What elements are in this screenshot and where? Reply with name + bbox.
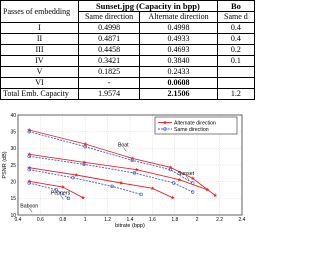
total-same: 1.9574 bbox=[78, 89, 139, 100]
y-tick-label: 35 bbox=[10, 129, 16, 136]
pass-cell: IV bbox=[1, 56, 79, 67]
x-tick-label: 1.6 bbox=[148, 217, 156, 223]
data-point bbox=[177, 178, 181, 182]
series-line-boat-same bbox=[29, 132, 193, 183]
x-tick-label: 0.8 bbox=[59, 217, 67, 223]
x-tick-label: 2 bbox=[195, 217, 199, 223]
annotation-sunset: Sunset bbox=[177, 171, 195, 177]
psnr-bitrate-chart bbox=[0, 104, 255, 258]
y-tick-label: 30 bbox=[10, 146, 16, 153]
pass-cell: II bbox=[1, 34, 79, 45]
y-axis-label: PSNR (dB) bbox=[2, 151, 8, 179]
table-row bbox=[1, 78, 255, 89]
legend-label: Alternate direction bbox=[174, 120, 216, 127]
series-layer bbox=[27, 128, 217, 200]
table-header-row bbox=[1, 1, 255, 12]
pass-cell: VI bbox=[1, 78, 79, 89]
total-label: Total Emb. Capacity bbox=[1, 89, 79, 100]
x-axis-label: bitrate (bpp) bbox=[115, 223, 145, 229]
same-cell: 0.4871 bbox=[78, 34, 139, 45]
table-row bbox=[1, 23, 255, 34]
table-row bbox=[1, 34, 255, 45]
data-point bbox=[171, 196, 175, 200]
alt-cell: 0.3840 bbox=[140, 56, 218, 67]
total-extra: 1.2 bbox=[217, 89, 254, 100]
extra-cell: 0.4 bbox=[217, 23, 254, 34]
series-line-boat-alternate bbox=[29, 130, 215, 195]
table-row bbox=[1, 45, 255, 56]
total-alt: 2.1506 bbox=[140, 89, 218, 100]
boat-same-direction-header: Same d bbox=[217, 12, 254, 23]
y-tick-label: 20 bbox=[10, 179, 16, 186]
same-cell: 0.3421 bbox=[78, 56, 139, 67]
same-cell: - bbox=[78, 78, 139, 89]
y-tick-label: 25 bbox=[10, 162, 16, 169]
legend-label: Same direction bbox=[174, 126, 209, 133]
alt-cell: 0.4693 bbox=[140, 45, 218, 56]
alt-cell: 0.2433 bbox=[140, 67, 218, 78]
alt-cell: 0.4933 bbox=[140, 34, 218, 45]
sunset-group-header: Sunset.jpg (Capacity in bpp) bbox=[78, 1, 217, 12]
capacity-table bbox=[0, 0, 255, 100]
y-tick-label: 10 bbox=[10, 212, 16, 219]
total-row bbox=[1, 89, 255, 100]
alt-cell: 0.4998 bbox=[140, 23, 218, 34]
x-tick-label: 2.4 bbox=[238, 217, 246, 223]
table-row bbox=[1, 56, 255, 67]
data-point bbox=[135, 168, 139, 172]
extra-cell bbox=[217, 67, 254, 78]
y-tick-label: 15 bbox=[10, 196, 16, 203]
pass-cell: V bbox=[1, 67, 79, 78]
same-direction-header: Same direction bbox=[78, 12, 139, 23]
x-tick-label: 0.6 bbox=[36, 217, 44, 223]
same-cell: 0.1825 bbox=[78, 67, 139, 78]
x-tick-label: 1 bbox=[83, 217, 87, 223]
pass-cell: III bbox=[1, 45, 79, 56]
x-tick-label: 1.4 bbox=[126, 217, 134, 223]
annotation-baboon: Baboon bbox=[20, 203, 39, 210]
x-tick-label: 1.8 bbox=[171, 217, 179, 223]
same-cell: 0.4998 bbox=[78, 23, 139, 34]
data-point bbox=[74, 173, 78, 177]
table-row bbox=[1, 67, 255, 78]
x-tick-label: 1.2 bbox=[104, 217, 112, 223]
x-tick-label: 2.2 bbox=[216, 217, 224, 223]
boat-group-header: Bo bbox=[217, 1, 254, 12]
alternate-direction-header: Alternate direction bbox=[140, 12, 218, 23]
extra-cell: 0.1 bbox=[217, 56, 254, 67]
alt-cell: 0.0608 bbox=[140, 78, 218, 89]
y-tick-label: 40 bbox=[10, 112, 16, 119]
extra-cell bbox=[217, 78, 254, 89]
extra-cell: 0.2 bbox=[217, 45, 254, 56]
same-cell: 0.4458 bbox=[78, 45, 139, 56]
annotation-peppers: Peppers bbox=[50, 190, 71, 197]
annotation-boat: Boat bbox=[117, 142, 129, 149]
data-point bbox=[81, 196, 85, 200]
pass-cell: I bbox=[1, 23, 79, 34]
passes-header: Passes of embedding bbox=[1, 1, 79, 23]
x-tick-label: 0.4 bbox=[14, 217, 22, 223]
chart-legend bbox=[155, 117, 237, 134]
extra-cell: 0.4 bbox=[217, 34, 254, 45]
